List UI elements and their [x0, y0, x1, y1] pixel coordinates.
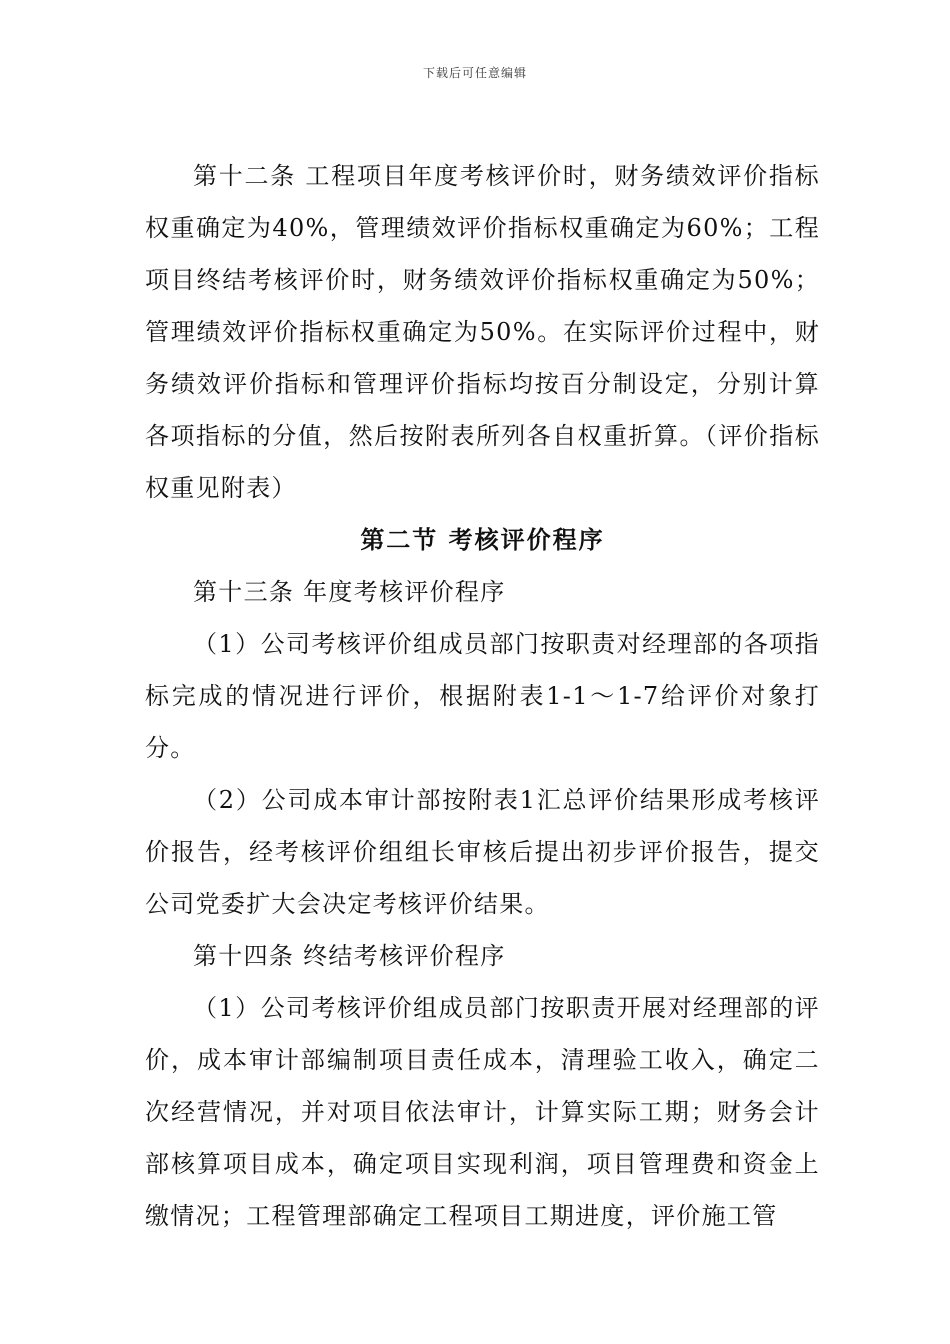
- page-header-note: 下载后可任意编辑: [422, 66, 527, 80]
- document-body: [145, 150, 820, 1242]
- article-14-title: 第十四条 终结考核评价程序: [193, 942, 506, 970]
- article-14-item-1: （1）公司考核评价组成员部门按职责开展对经理部的评价，成本审计部编制项目责任成本，清理验工收入，确定二次经营情况，并对项目依法审计，计算实际工期；财务会计部核算项目成本，确定项目实现利润，项目管理费和资金上缴情况；工程管理部确定工程项目工期进度，评价施工管: [145, 994, 820, 1230]
- section-heading: 第二节 考核评价程序: [360, 526, 605, 554]
- article-13-title: 第十三条 年度考核评价程序: [193, 578, 506, 606]
- article-12-paragraph: 第十二条 工程项目年度考核评价时，财务绩效评价指标权重确定为40%，管理绩效评价指标权重确定为60%；工程项目终结考核评价时，财务绩效评价指标权重确定为50%；管理绩效评价指标权重确定为50%。在实际评价过程中，财务绩效评价指标和管理评价指标均按百分制设定，分别计算各项指标的分值，然后按附表所列各自权重折算。（评价指标权重见附表）: [145, 162, 820, 502]
- article-13-item-2: （2）公司成本审计部按附表1汇总评价结果形成考核评价报告，经考核评价组组长审核后提出初步评价报告，提交公司党委扩大会决定考核评价结果。: [145, 786, 820, 918]
- article-13-item-1: （1）公司考核评价组成员部门按职责对经理部的各项指标完成的情况进行评价，根据附表1-1～1-7给评价对象打分。: [145, 630, 820, 762]
